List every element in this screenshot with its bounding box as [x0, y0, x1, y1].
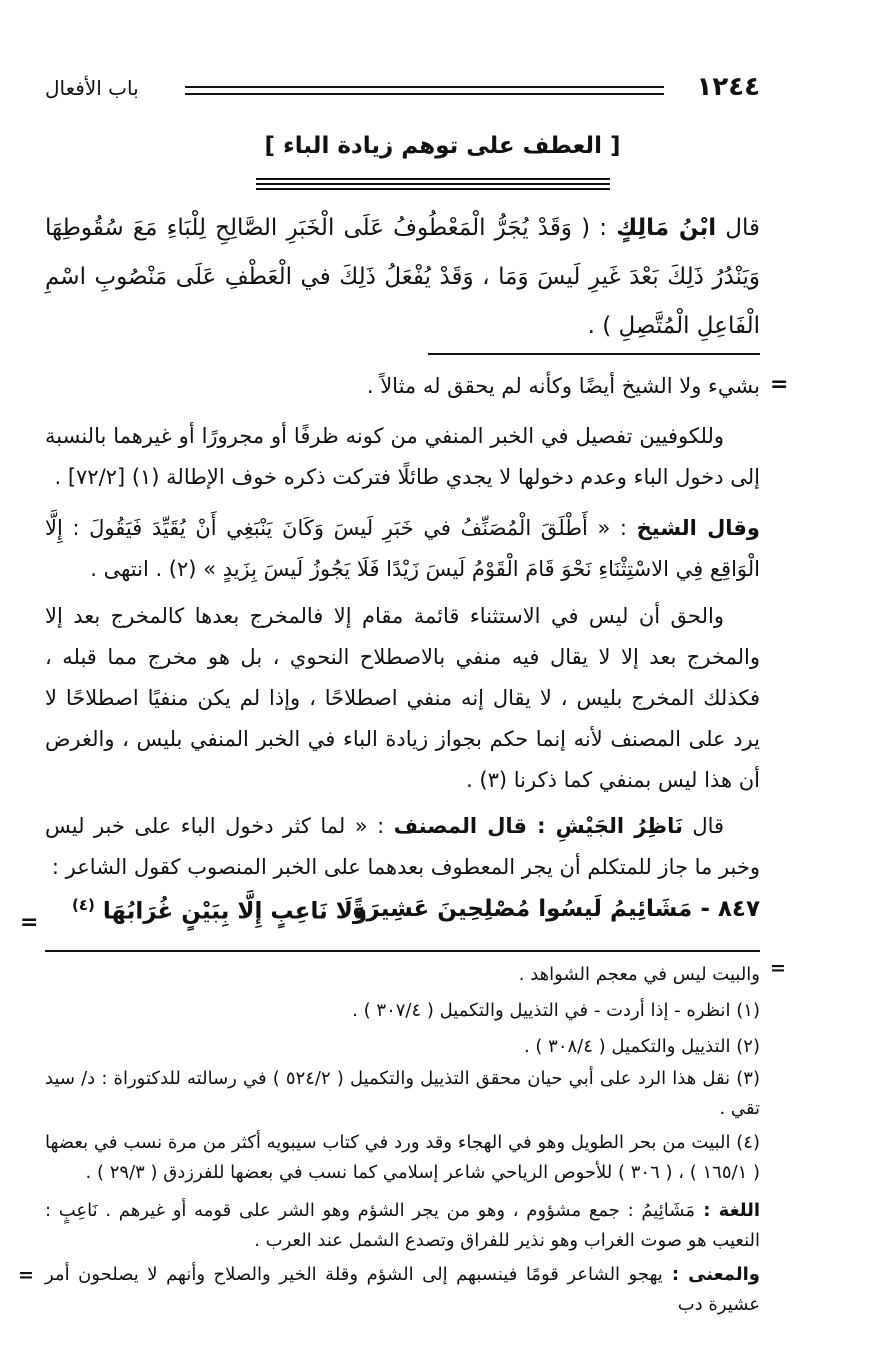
sheikh-label: وقال الشيخ	[636, 516, 760, 540]
main-intro: قال	[716, 215, 760, 241]
footnote-lugha	[45, 1196, 760, 1256]
paragraph-kufiyin: وللكوفيين تفصيل في الخبر المنفي من كونه ظرفًا أو مجرورًا أو غيرهما بالنسبة إلى دخول الباء وعدم دخولها لا يجدي طائلًا فتركت ذكره خوف الإطالة (١) [٧٢/٢] .	[45, 424, 760, 489]
continuation-mark: =	[770, 372, 789, 397]
lugha-text: مَشَائِيمُ : جمع مشؤوم ، وهو من يجر الشؤم وهو الشر على قومه أو غيرهم . نَاعِبٍ : النعيب هو صوت الغراب وهو نذير للفراق وتصدع الشمل عند العرب .	[45, 1200, 760, 1251]
footnote-rule	[45, 950, 760, 952]
footnote-cont: والبيت ليس في معجم الشواهد .	[518, 964, 760, 985]
verse-second-half	[72, 896, 367, 925]
footnote-4: (٤) البيت من بحر الطويل وهو في الهجاء وقد ورد في كتاب سيبويه أكثر من مرة نسب في بعضها ( ١٦٥/١ ) ، ( ٣٠٦ ) للأحوص الرياحي شاعر إسلامي كما نسب في بعضها للفرزدق ( ٢٩/٣ ) .	[45, 1132, 760, 1183]
verse-first-hemistich: مَشَائِيمُ لَيسُوا مُصْلِحِينَ عَشِيرَةً	[352, 896, 693, 922]
section-title: [ العطف على توهم زيادة الباء ]	[264, 133, 621, 159]
verse-second-hemistich: وَلَا نَاعِبٍ إِلَّا بِبَيْنٍ غُرَابُهَا	[102, 898, 368, 925]
nazir-text: : « لما كثر دخول الباء على خبر ليس وخبر ما جاز للمتكلم أن يجر المعطوف بعدهما على الخبر المنصوب كقول الشاعر :	[45, 814, 760, 879]
nazir-label: : قال المصنف	[393, 814, 556, 838]
paragraph-nazir	[45, 806, 760, 888]
sheikh-quote: : « أَطْلَقَ الْمُصَنِّفُ في خَبَرِ لَيسَ وَكَانَ يَنْبَغِي أَنْ يُقَيِّدَ فَيَقُولَ : إِلَّا الْوَاقِع فِي الاسْتِثْنَاءِ نَحْوَ قَامَ الْقَوْمُ لَيسَ زَيْدًا فَلَا يَجُوزُ لَيسَ بِزَيدٍ » (٢) . انتهى .	[45, 516, 760, 581]
author-name-nazir: نَاظِرُ الجَيْشِ	[555, 814, 683, 838]
verse-first-half	[353, 896, 760, 922]
continuation-mark: =	[20, 910, 39, 935]
main-text	[45, 204, 760, 351]
footnote-maana	[45, 1260, 760, 1320]
continuation-mark: =	[770, 957, 786, 979]
title-underline	[256, 183, 610, 185]
page-header	[45, 72, 760, 106]
page-number: ١٢٤٤	[696, 72, 760, 102]
title-underline	[256, 178, 610, 180]
author-name-ibn-malik: ابْنُ مَالِكٍ	[616, 215, 717, 241]
paragraph-sheikh	[45, 508, 760, 590]
main-quote-text: : ( وَقَدْ يُجَرُّ الْمَعْطُوفُ عَلَى الْخَبَرِ الصَّالِحِ لِلْبَاءِ مَعَ سُقُوطِهَا وَيَنْدُرُ ذَلِكَ بَعْدَ غَيرِ لَيسَ وَمَا ، وَقَدْ يُفْعَلُ ذَلِكَ في الْعَطْفِ عَلَى مَنْصُوبِ اسْمِ الْفَاعِلِ الْمُتَّصِلِ ) .	[45, 215, 760, 339]
title-underline	[256, 188, 610, 190]
chapter-title: باب الأفعال	[45, 76, 139, 100]
footnote-3: (٣) نقل هذا الرد على أبي حيان محقق التذييل والتكميل ( ٥٢٤/٢ ) في رسالته للدكتوراة : د/ سيد تقي .	[45, 1068, 760, 1119]
maana-text: يهجو الشاعر قومًا فينسبهم إلى الشؤم وقلة الخير والصلاح وأنهم لا يصلحون أمر عشيرة دب	[45, 1264, 760, 1315]
header-rule	[185, 86, 664, 95]
continued-line: بشيء ولا الشيخ أيضًا وكأنه لم يحقق له مثالاً .	[366, 374, 760, 398]
verse-footnote-ref: (٤)	[72, 896, 95, 914]
separator-rule	[428, 353, 760, 355]
verse-number: ٨٤٧ -	[700, 896, 760, 922]
footnote-2: (٢) التذييل والتكميل ( ٣٠٨/٤ ) .	[523, 1036, 760, 1057]
lugha-label: اللغة :	[694, 1200, 760, 1221]
continuation-mark: =	[18, 1264, 34, 1286]
maana-label: والمعنى :	[662, 1264, 760, 1285]
nazir-intro: قال	[682, 814, 725, 838]
footnote-1: (١) انظره - إذا أردت - في التذييل والتكميل ( ٣٠٧/٤ ) .	[352, 1000, 760, 1021]
paragraph-haqq: والحق أن ليس في الاستثناء قائمة مقام إلا فالمخرج بعدها كالمخرج بعد إلا والمخرج بعد إلا لا يقال فيه منفي بالاصطلاح النحوي ، بل هو مخرج مما قبله ، فكذلك المخرج بليس ، لا يقال إنه منفي اصطلاحًا ، وإذا لم يكن منفيًا اصطلاحًا لا يرد على المصنف لأنه إنما حكم بجواز زيادة الباء في الخبر المنفي بليس ، والغرض أن هذا ليس بمنفي كما ذكرنا (٣) .	[45, 604, 760, 792]
